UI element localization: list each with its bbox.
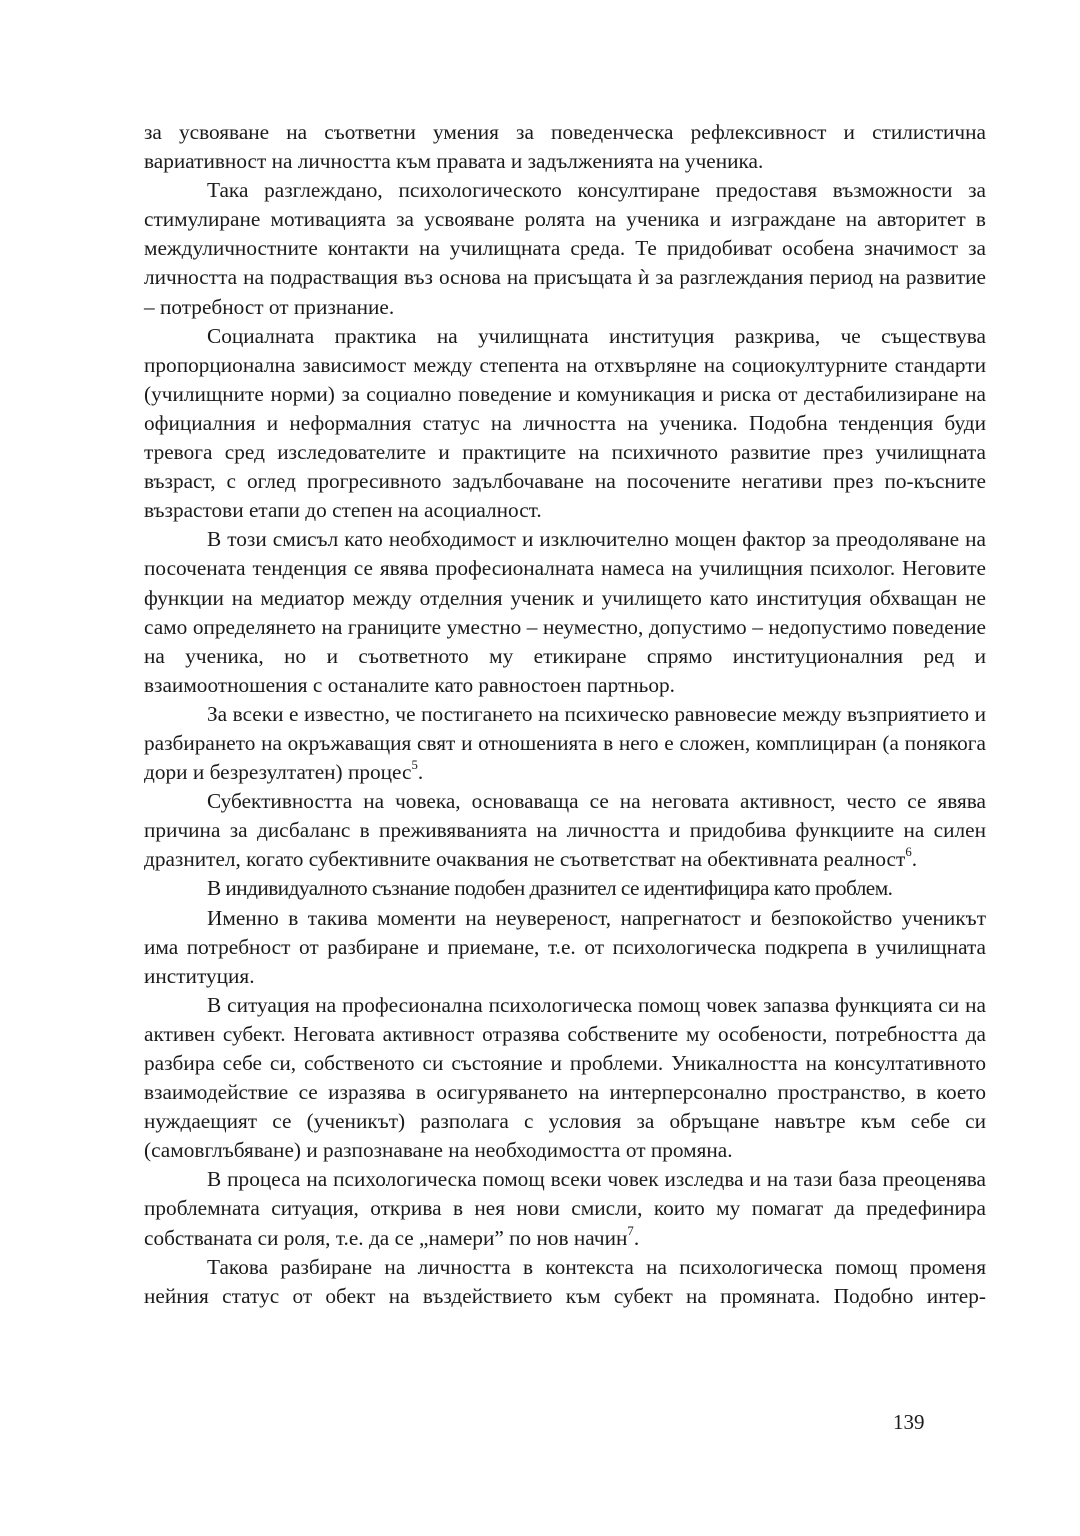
page-body	[144, 118, 986, 1311]
paragraph-6: Субективността на човека, основаваща се на неговата активност, често се явява причина за дисбаланс в преживяванията на личността и придобива функциите на силен дразнител, когато субективните очаквания не съответстват на обективната реалност$^6$.	[144, 789, 986, 872]
paragraph-2: Така разглеждано, психологическото консултиране предоставя възможности за стимулиране мотивацията за усвояване ролята на ученика и изграждане на авторитет в междуличностните контакти на училищната среда. Те придобиват особена значимост за личността на подрастващия въз основа на присъщата ѝ за разглеждания период на развитие – потребност от признание.	[144, 178, 986, 319]
paragraph-7: В индивидуалното съзнание подобен дразнител се идентифицира като проблем.	[207, 876, 893, 901]
paragraph-11: Такова разбиране на личността в контекста на психологическа помощ променя нейния статус от обект на въздействието към субект на промяната. Подобно интер-	[144, 1254, 986, 1308]
footnote-ref-6: 6	[905, 845, 912, 860]
footnote-ref-5: 5	[411, 758, 418, 773]
paragraph-5: За всеки е известно, че постигането на психическо равновесие между възприятието и разбирането на окръжаващия свят и отношенията в него е сложен, комплициран (а понякога дори и безрезултатен) процес$^5$.	[144, 701, 986, 785]
paragraph-8: Именно в такива моменти на неувереност, напрегнатост и безпокойство ученикът има потребност от разбиране и приемане, т.е. от психологическа подкрепа в училищната институция.	[144, 905, 986, 988]
footnote-ref-7: 7	[627, 1223, 634, 1238]
paragraph-10: В процеса на психологическа помощ всеки човек изследва и на тази база преоценява проблемната ситуация, открива в нея нови смисли, които му помагат да предефинира собстваната си роля, т.е. да се „намери” по нов начин$^7$.	[144, 1167, 986, 1250]
page-number: 139	[893, 1410, 925, 1434]
paragraph-4: В този смисъл като необходимост и изключително мощен фактор за преодоляване на посочената тенденция се явява професионалната намеса на училищния психолог. Неговите функции на медиатор между отделния ученик и училището като институция обхващан не само определянето на границите уместно – неуместно, допустимо – недопустимо поведение на ученика, но и съответното му етикиране спрямо институционалния ред и взаимоотношения с останалите като равностоен партньор.	[144, 527, 986, 697]
paragraph-9: В ситуация на професионална психологическа помощ човек запазва функцията си на активен субект. Неговата активност отразява собствените му особености, потребността да разбира себе си, собственото си състояние и проблеми. Уникалността на консултативното взаимодействие се изразява в осигуряването на интерперсонално пространство, в което нуждаещият се (ученикът) разполага с условия за обръщане навътре към себе си (самовглъбяване) и разпознаване на необходимостта от промяна.	[144, 992, 986, 1163]
paragraph-3: Социалната практика на училищната институция разкрива, че съществува пропорционална зависимост между степента на отхвърляне на социокултурните стандарти (училищните норми) за социално поведение и комуникация и риска от дестабилизиране на официалния и неформалния статус на личността на ученика. Подобна тенденция буди тревога сред изследователите и практиците на психичното развитие през училищната възраст, с оглед прогресивното задълбочаване на посочените негативи през по-късните възрастови етапи до степен на асоциалност.	[144, 323, 986, 523]
paragraph-1: за усвояване на съответни умения за поведенческа рефлексивност и стилистична вариативност на личността към правата и задълженията на ученика.	[144, 120, 986, 174]
